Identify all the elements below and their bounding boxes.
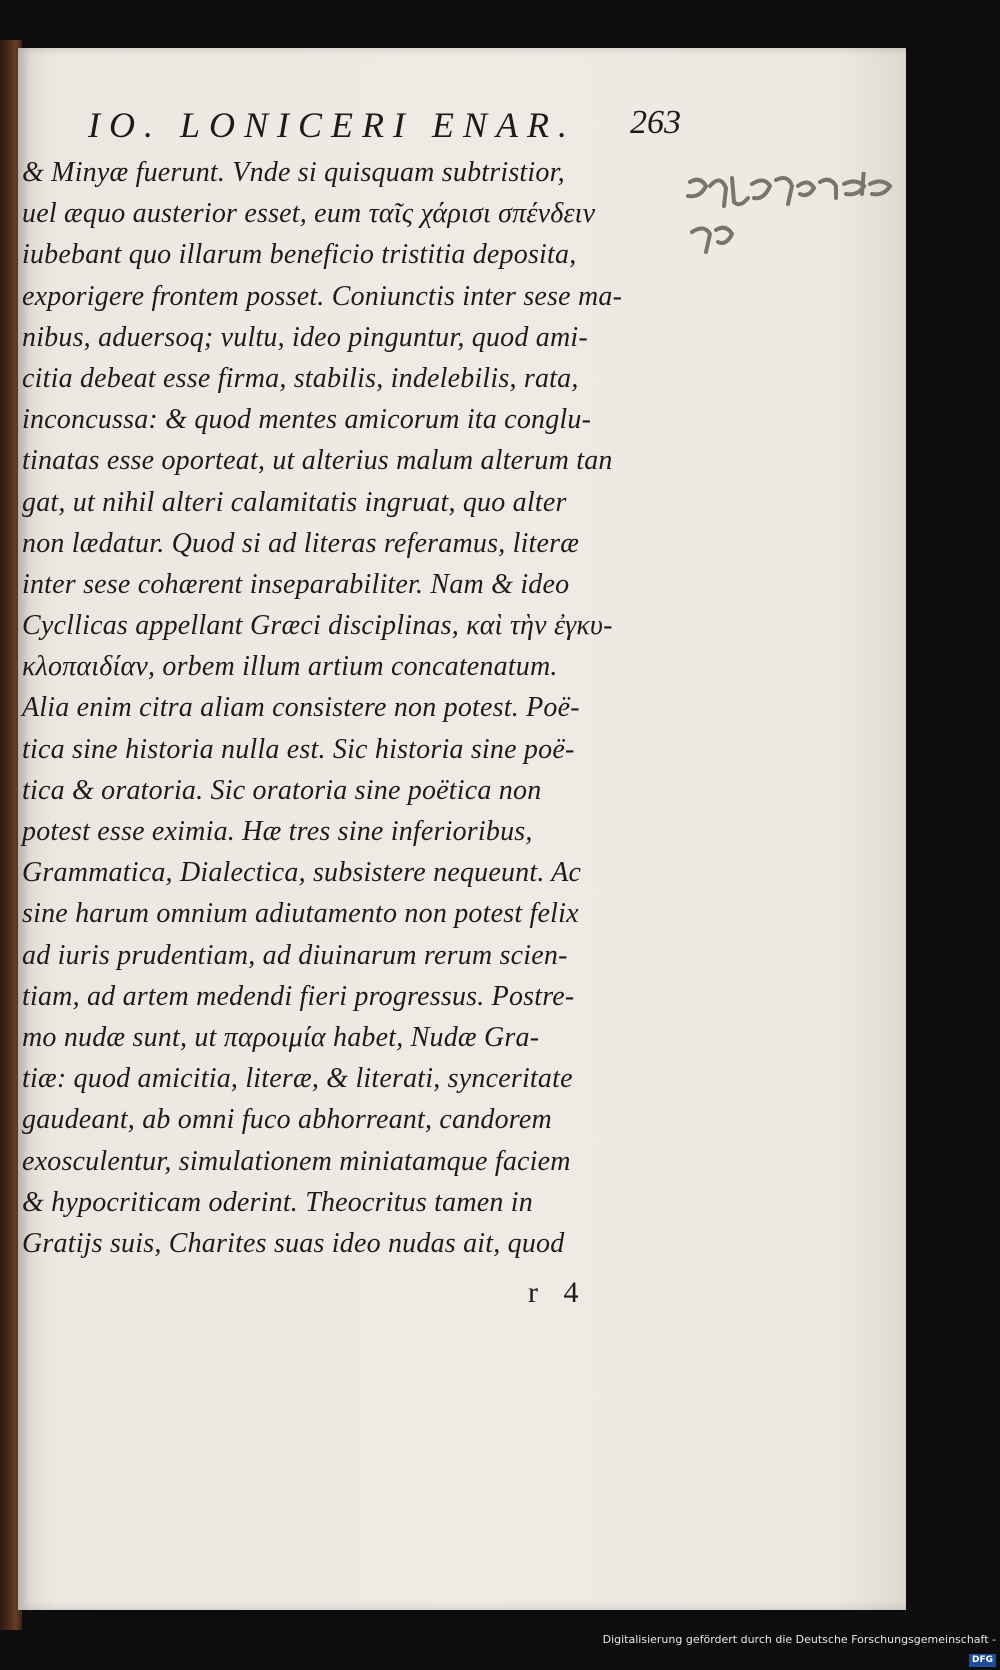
text-line: & Minyæ fuerunt. Vnde si quisquam subtristior,: [22, 157, 565, 188]
text-line: exporigere frontem posset. Coniunctis inter sese ma-: [22, 280, 623, 312]
text-line: mo nudæ sunt, ut παροιμία habet, Nudæ Gra-: [22, 1021, 540, 1053]
text-line: exosculentur, simulationem miniatamque faciem: [22, 1145, 571, 1177]
text-line: gaudeant, ab omni fuco abhorreant, candorem: [22, 1104, 552, 1136]
text-line: tiam, ad artem medendi fieri progressus. Postre-: [22, 980, 575, 1012]
text-line: inter sese cohærent inseparabiliter. Nam & ideo: [22, 568, 570, 600]
signature-mark: r 4: [528, 1276, 579, 1309]
digitization-credit: [600, 1630, 1000, 1665]
text-line: uel æquo austerior esset, eum ταῖς χάρισι σπένδειν: [22, 198, 596, 230]
text-line: non lædatur. Quod si ad literas referamus, literæ: [22, 527, 580, 559]
text-line: Gratijs suis, Charites suas ideo nudas ait, quod: [22, 1227, 565, 1259]
text-line: gat, ut nihil alteri calamitatis ingruat, quo alter: [22, 486, 567, 518]
text-line: citia debeat esse firma, stabilis, indelebilis, rata,: [22, 362, 579, 394]
text-line: tica sine historia nulla est. Sic historia sine poë-: [22, 733, 575, 765]
text-line: tica & oratoria. Sic oratoria sine poëtica non: [22, 774, 542, 806]
text-line: nibus, aduersoq; vultu, ideo pinguntur, quod ami-: [22, 321, 588, 353]
page-number: 263: [630, 104, 681, 141]
handwritten-marginal-note: [680, 172, 910, 282]
text-line: ad iuris prudentiam, ad diuinarum rerum scien-: [22, 939, 568, 971]
text-line: & hypocriticam oderint. Theocritus tamen in: [22, 1186, 533, 1218]
text-line: Grammatica, Dialectica, subsistere nequeunt. Ac: [22, 857, 582, 889]
credit-text: Digitalisierung gefördert durch die Deutsche Forschungsgemeinschaft -: [602, 1633, 996, 1646]
text-line: sine harum omnium adiutamento non potest felix: [22, 898, 579, 930]
text-line: Alia enim citra aliam consistere non potest. Poë-: [22, 692, 580, 724]
text-line: potest esse eximia. Hæ tres sine inferioribus,: [22, 816, 533, 847]
text-line: iubebant quo illarum beneficio tristitia deposita,: [22, 239, 577, 271]
text-line: inconcussa: & quod mentes amicorum ita conglu-: [22, 404, 592, 436]
text-line: Cycllicas appellant Græci disciplinas, καὶ τὴν ἐγκυ-: [22, 610, 613, 642]
marginal-note-drawing: [680, 172, 910, 282]
running-head: IO. LONICERI ENAR.: [88, 105, 576, 145]
text-line: κλοπαιδίαν, orbem illum artium concatenatum.: [22, 651, 558, 683]
text-line: tinatas esse oporteat, ut alterius malum alterum tan: [22, 445, 613, 477]
dfg-logo: DFG: [969, 1654, 996, 1667]
text-line: tiæ: quod amicitia, literæ, & literati, synceritate: [22, 1063, 573, 1095]
latin-text-block: [22, 152, 682, 1264]
